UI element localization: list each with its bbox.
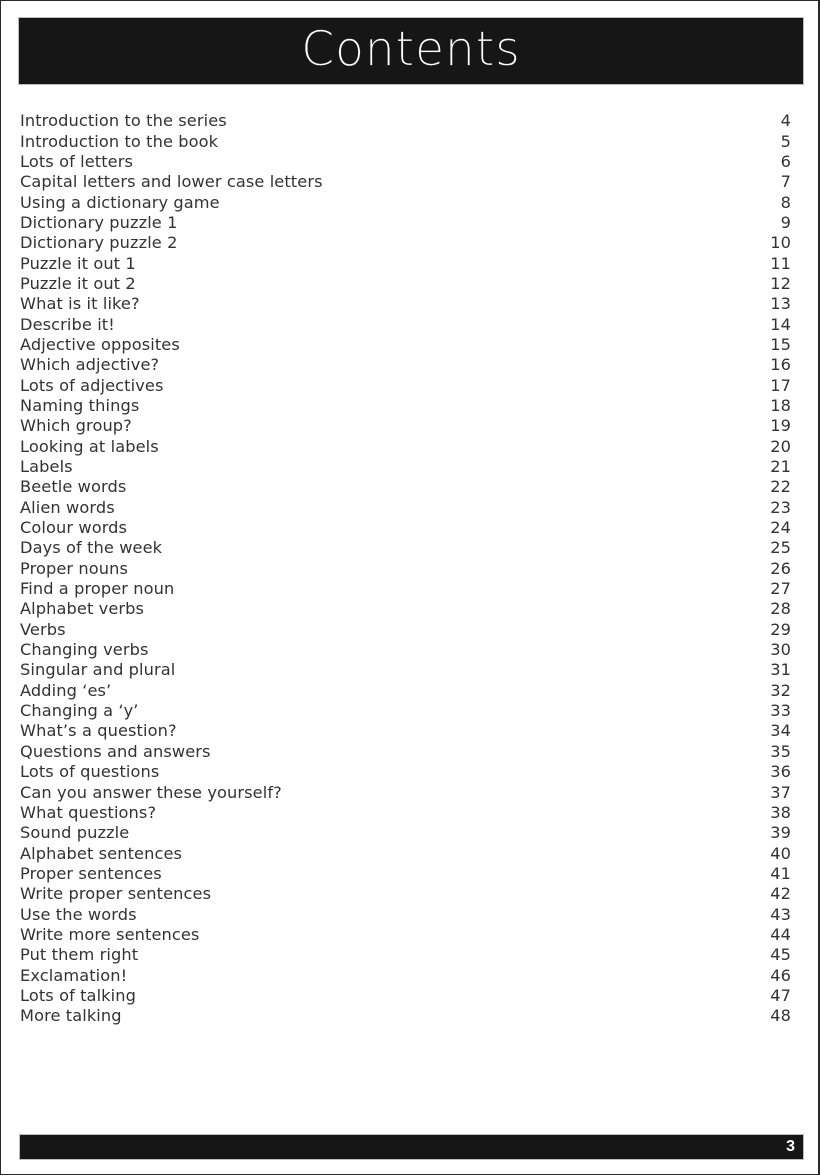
toc-entry-title: Proper sentences xyxy=(20,863,162,883)
toc-entry xyxy=(20,172,791,192)
toc-entry-page: 27 xyxy=(770,579,791,599)
toc-entry-page: 16 xyxy=(770,355,791,375)
toc-entry xyxy=(20,274,791,294)
toc-entry-title: Verbs xyxy=(20,619,66,639)
toc-entry xyxy=(20,945,791,965)
toc-entry-title: Write more sentences xyxy=(20,924,200,944)
toc-entry-title: Beetle words xyxy=(20,477,127,497)
toc-entry-title: Find a proper noun xyxy=(20,579,175,599)
toc-entry-title: Use the words xyxy=(20,904,137,924)
toc-entry xyxy=(20,1006,791,1026)
header-bar xyxy=(19,18,803,84)
toc-entry-title: Adding ‘es’ xyxy=(20,680,112,700)
toc-entry xyxy=(20,884,791,904)
toc-entry-title: Capital letters and lower case letters xyxy=(20,172,323,192)
toc-entry-title: Write proper sentences xyxy=(20,884,212,904)
toc-entry xyxy=(20,681,791,701)
toc-entry-title: Colour words xyxy=(20,518,128,538)
toc-entry-page: 45 xyxy=(770,945,791,965)
toc-entry xyxy=(20,579,791,599)
toc-entry-page: 28 xyxy=(770,599,791,619)
footer-page-number: 3 xyxy=(786,1138,795,1155)
toc-entry-page: 14 xyxy=(770,314,791,334)
toc-entry xyxy=(20,782,791,802)
toc-entry xyxy=(20,457,791,477)
toc-entry-title: Proper nouns xyxy=(20,558,129,578)
toc-entry-page: 4 xyxy=(780,111,791,131)
toc-entry xyxy=(20,131,791,151)
toc-entry xyxy=(20,437,791,457)
table-of-contents xyxy=(20,111,791,1026)
toc-entry xyxy=(20,498,791,518)
toc-entry xyxy=(20,335,791,355)
toc-entry-title: More talking xyxy=(20,1006,122,1026)
toc-entry xyxy=(20,538,791,558)
toc-entry xyxy=(20,355,791,375)
toc-entry-page: 40 xyxy=(770,843,791,863)
toc-entry-page: 48 xyxy=(770,1006,791,1026)
toc-entry-title: Lots of questions xyxy=(20,762,160,782)
toc-entry xyxy=(20,477,791,497)
toc-entry xyxy=(20,559,791,579)
toc-entry xyxy=(20,518,791,538)
toc-entry xyxy=(20,986,791,1006)
toc-entry xyxy=(20,192,791,212)
toc-entry xyxy=(20,213,791,233)
toc-entry-title: Describe it! xyxy=(20,314,115,334)
toc-entry xyxy=(20,396,791,416)
toc-entry-page: 18 xyxy=(770,395,791,415)
toc-entry-title: Questions and answers xyxy=(20,741,211,761)
toc-entry-page: 25 xyxy=(770,538,791,558)
toc-entry xyxy=(20,864,791,884)
toc-entry xyxy=(20,660,791,680)
toc-entry xyxy=(20,803,791,823)
page-title: Contents xyxy=(301,21,521,77)
toc-entry-page: 19 xyxy=(770,416,791,436)
footer-bar xyxy=(20,1135,803,1159)
toc-entry-page: 44 xyxy=(770,924,791,944)
toc-entry-page: 43 xyxy=(770,904,791,924)
toc-entry-page: 22 xyxy=(770,477,791,497)
toc-entry-page: 42 xyxy=(770,884,791,904)
toc-entry-title: Dictionary puzzle 1 xyxy=(20,212,178,232)
toc-entry-title: Days of the week xyxy=(20,538,163,558)
toc-entry-page: 38 xyxy=(770,802,791,822)
toc-entry-title: Using a dictionary game xyxy=(20,192,220,212)
toc-entry-title: Put them right xyxy=(20,945,139,965)
toc-entry-page: 24 xyxy=(770,518,791,538)
toc-entry xyxy=(20,925,791,945)
toc-entry-title: Naming things xyxy=(20,395,140,415)
toc-entry-title: What’s a question? xyxy=(20,721,177,741)
toc-entry xyxy=(20,233,791,253)
toc-entry-page: 33 xyxy=(770,701,791,721)
toc-entry-page: 29 xyxy=(770,619,791,639)
toc-entry-title: Changing a ‘y’ xyxy=(20,701,139,721)
toc-entry xyxy=(20,843,791,863)
toc-entry-title: What is it like? xyxy=(20,294,140,314)
toc-entry xyxy=(20,152,791,172)
toc-entry-page: 5 xyxy=(780,131,791,151)
toc-entry-page: 15 xyxy=(770,334,791,354)
toc-entry xyxy=(20,904,791,924)
toc-entry xyxy=(20,823,791,843)
toc-entry-page: 37 xyxy=(770,782,791,802)
toc-entry-title: Which group? xyxy=(20,416,132,436)
toc-entry-page: 21 xyxy=(770,457,791,477)
toc-entry-page: 6 xyxy=(780,151,791,171)
toc-entry-page: 26 xyxy=(770,558,791,578)
toc-entry-title: Introduction to the series xyxy=(20,111,227,131)
toc-entry-title: Dictionary puzzle 2 xyxy=(20,233,178,253)
toc-entry-title: Can you answer these yourself? xyxy=(20,782,282,802)
toc-entry xyxy=(20,965,791,985)
toc-entry-title: Lots of adjectives xyxy=(20,375,164,395)
toc-entry-title: Which adjective? xyxy=(20,355,160,375)
toc-entry-page: 41 xyxy=(770,863,791,883)
toc-entry xyxy=(20,314,791,334)
toc-entry-title: Alphabet sentences xyxy=(20,843,183,863)
toc-entry xyxy=(20,640,791,660)
toc-entry-page: 46 xyxy=(770,965,791,985)
toc-entry xyxy=(20,721,791,741)
toc-entry-title: What questions? xyxy=(20,802,157,822)
toc-entry-title: Looking at labels xyxy=(20,436,159,456)
toc-entry xyxy=(20,620,791,640)
toc-entry xyxy=(20,599,791,619)
toc-entry xyxy=(20,253,791,273)
toc-entry-page: 10 xyxy=(770,233,791,253)
toc-entry-page: 35 xyxy=(770,741,791,761)
toc-entry-title: Labels xyxy=(20,457,73,477)
toc-entry-title: Singular and plural xyxy=(20,660,176,680)
toc-entry-title: Puzzle it out 2 xyxy=(20,273,136,293)
toc-entry xyxy=(20,111,791,131)
toc-entry-title: Lots of letters xyxy=(20,151,134,171)
toc-entry xyxy=(20,762,791,782)
toc-entry xyxy=(20,294,791,314)
toc-entry-page: 23 xyxy=(770,497,791,517)
toc-entry-page: 17 xyxy=(770,375,791,395)
toc-entry-page: 32 xyxy=(770,680,791,700)
toc-entry-title: Adjective opposites xyxy=(20,334,180,354)
toc-entry-page: 36 xyxy=(770,762,791,782)
toc-entry-page: 31 xyxy=(770,660,791,680)
toc-entry xyxy=(20,701,791,721)
toc-entry-title: Alphabet verbs xyxy=(20,599,145,619)
toc-entry-page: 9 xyxy=(780,212,791,232)
toc-entry-page: 47 xyxy=(770,985,791,1005)
toc-entry xyxy=(20,742,791,762)
toc-entry-title: Changing verbs xyxy=(20,640,149,660)
toc-entry-page: 11 xyxy=(770,253,791,273)
toc-entry-page: 20 xyxy=(770,436,791,456)
toc-entry-page: 8 xyxy=(780,192,791,212)
toc-entry-title: Exclamation! xyxy=(20,965,128,985)
toc-entry-title: Introduction to the book xyxy=(20,131,219,151)
toc-entry-title: Lots of talking xyxy=(20,985,136,1005)
toc-entry xyxy=(20,375,791,395)
toc-entry-page: 12 xyxy=(770,273,791,293)
toc-entry-title: Puzzle it out 1 xyxy=(20,253,136,273)
toc-entry xyxy=(20,416,791,436)
toc-entry-page: 7 xyxy=(780,172,791,192)
toc-entry-page: 34 xyxy=(770,721,791,741)
toc-entry-page: 39 xyxy=(770,823,791,843)
toc-entry-page: 13 xyxy=(770,294,791,314)
toc-entry-title: Sound puzzle xyxy=(20,823,130,843)
toc-entry-page: 30 xyxy=(770,640,791,660)
toc-entry-title: Alien words xyxy=(20,497,115,517)
